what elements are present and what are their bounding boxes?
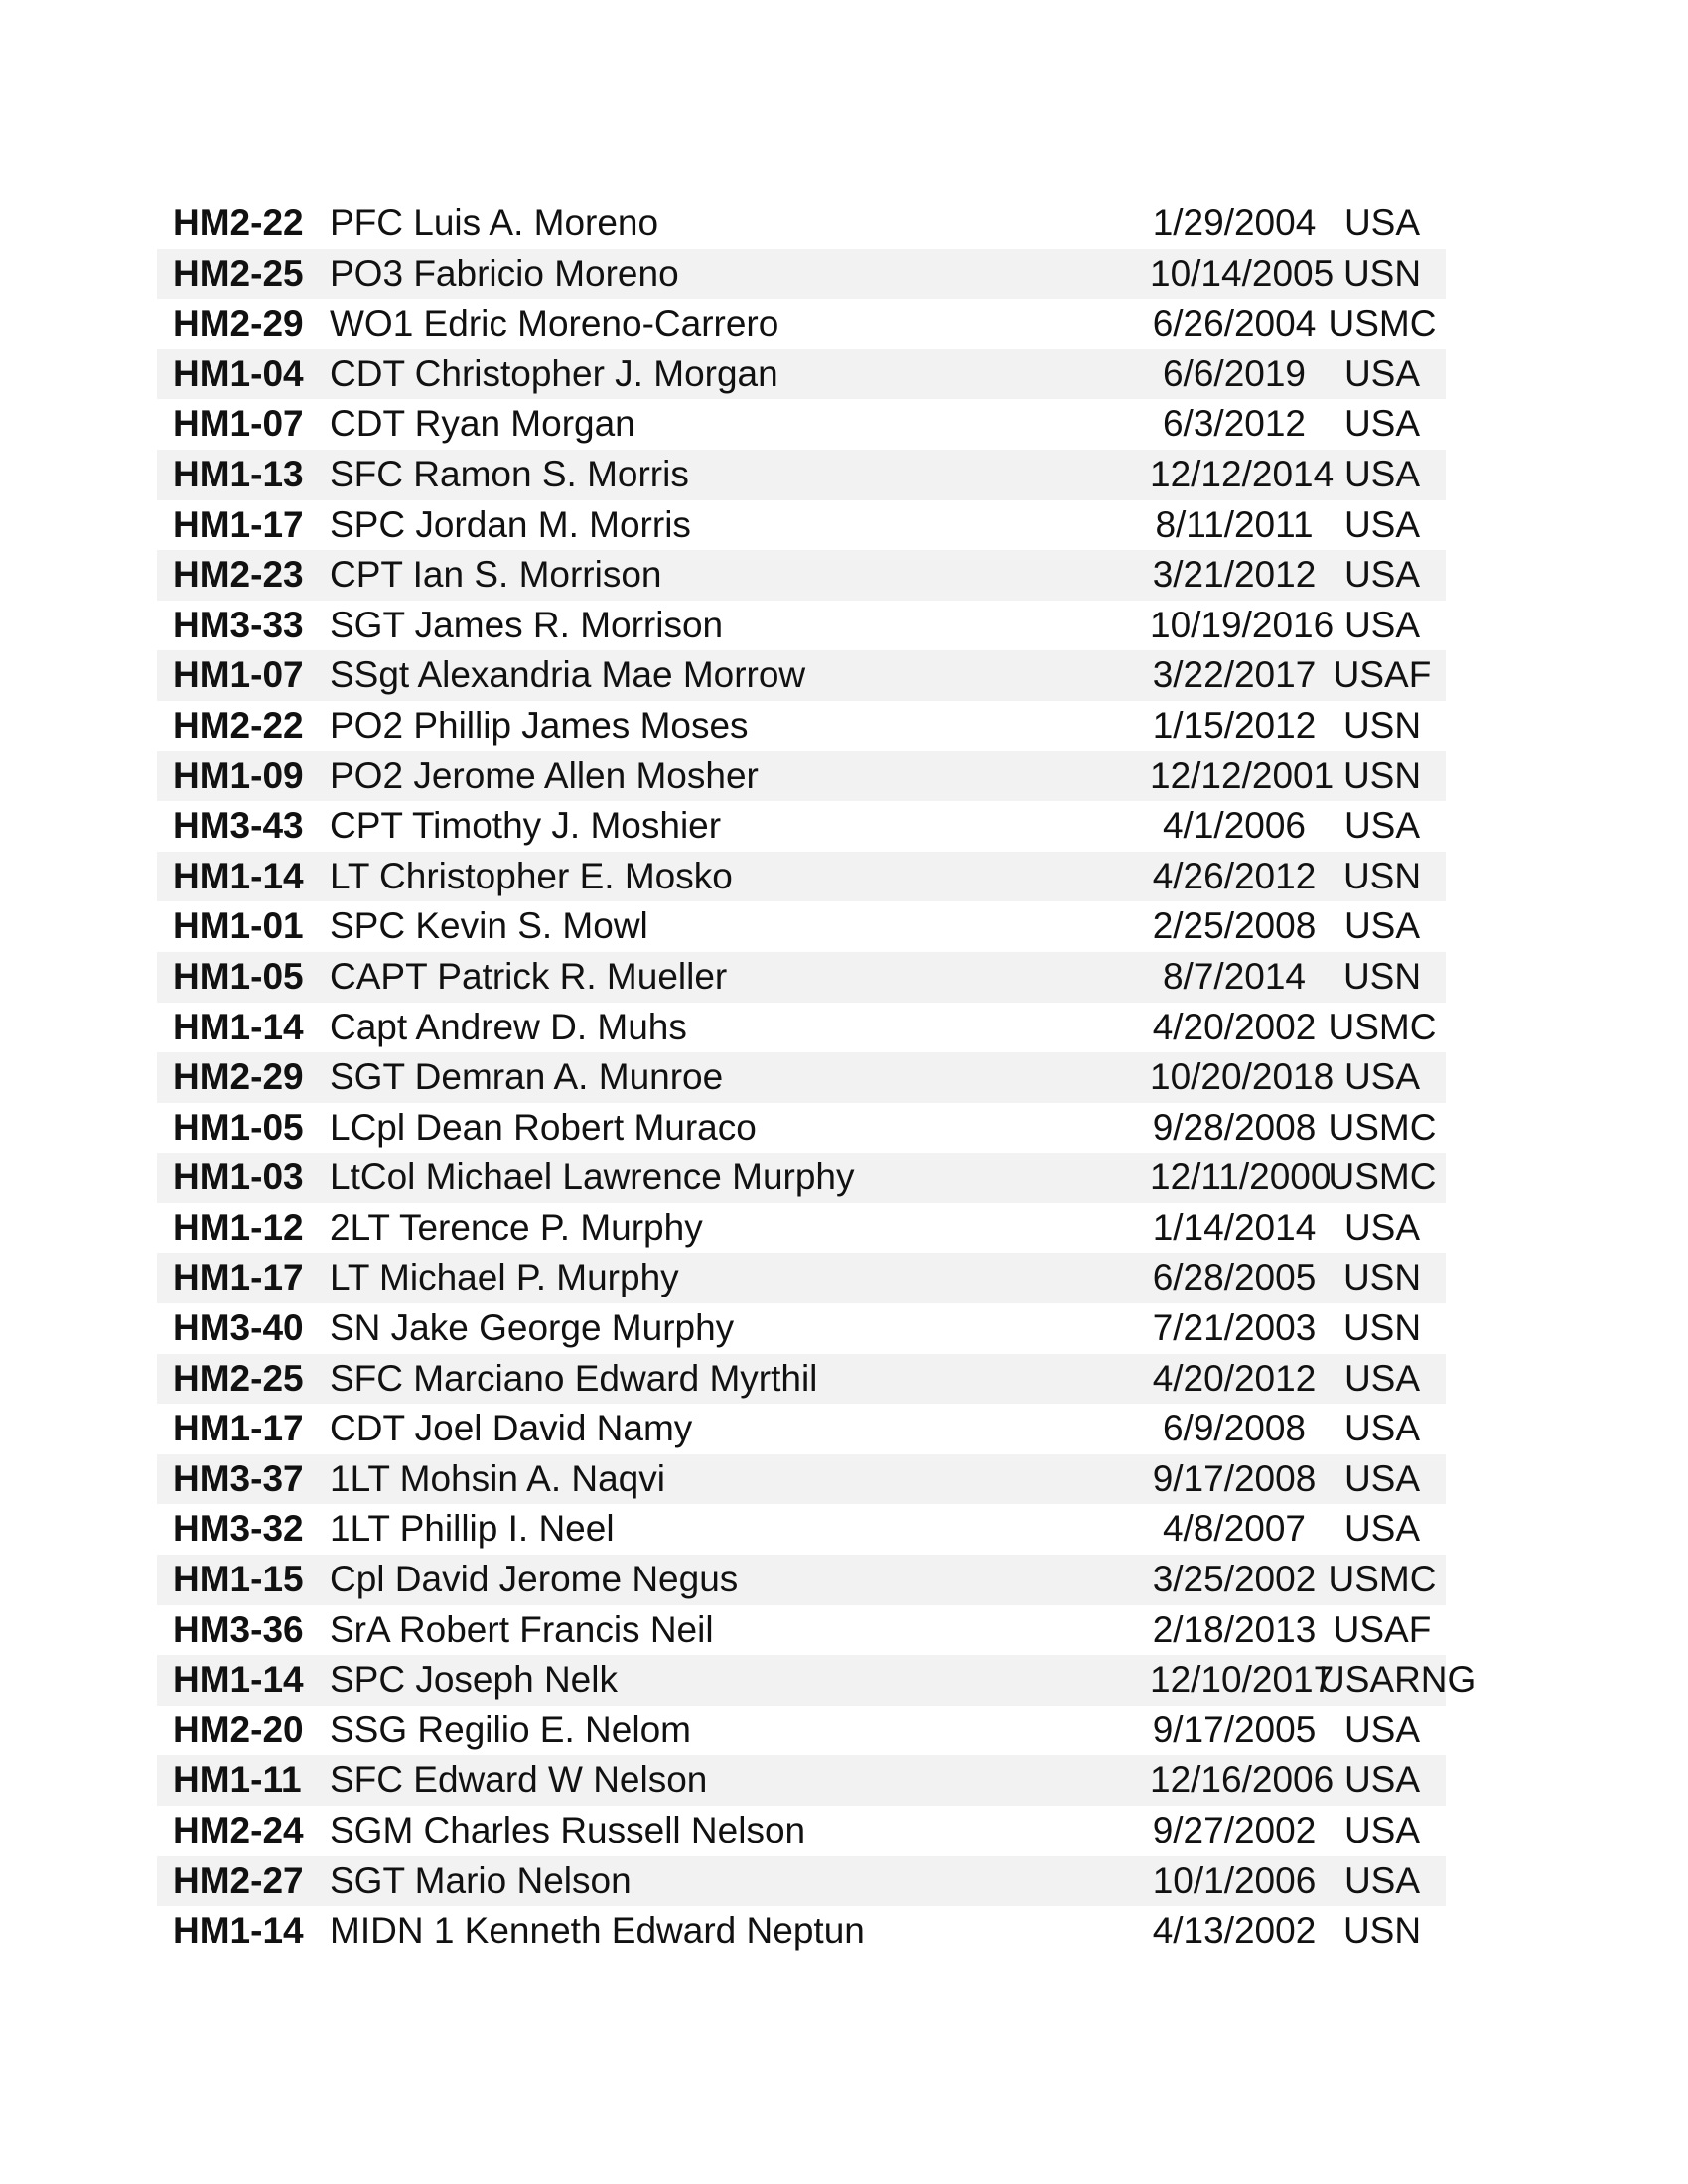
memorial-code: HM1-09 (173, 754, 304, 796)
service-member-name: SPC Kevin S. Mowl (330, 905, 648, 947)
service-branch: USA (1343, 604, 1421, 645)
service-member-name: LtCol Michael Lawrence Murphy (330, 1157, 855, 1198)
service-member-name: LCpl Dean Robert Muraco (330, 1106, 757, 1148)
table-row (157, 1303, 1446, 1354)
memorial-code: HM1-14 (173, 1659, 304, 1701)
date-of-death: 6/28/2005 (1152, 1257, 1317, 1298)
memorial-code: HM1-17 (173, 1257, 304, 1298)
service-member-name: CAPT Patrick R. Mueller (330, 955, 728, 997)
date-of-death: 12/16/2006 (1150, 1759, 1335, 1801)
date-of-death: 8/11/2011 (1155, 503, 1314, 545)
service-member-name: 2LT Terence P. Murphy (330, 1206, 703, 1248)
service-branch: USN (1342, 252, 1422, 294)
date-of-death: 4/13/2002 (1152, 1910, 1317, 1952)
service-member-name: CPT Ian S. Morrison (330, 554, 662, 596)
date-of-death: 10/19/2016 (1150, 604, 1335, 645)
table-row (157, 349, 1446, 400)
memorial-code: HM2-25 (173, 1357, 304, 1399)
service-branch: USA (1343, 352, 1421, 394)
memorial-code: HM1-14 (173, 1910, 304, 1952)
memorial-code: HM2-29 (173, 1056, 304, 1098)
date-of-death: 4/20/2012 (1152, 1357, 1317, 1399)
service-branch: USN (1342, 955, 1422, 997)
table-row (157, 1103, 1446, 1154)
date-of-death: 2/18/2013 (1152, 1608, 1317, 1650)
service-branch: USA (1343, 1056, 1421, 1098)
service-branch: USA (1343, 453, 1421, 494)
service-branch: USA (1343, 1457, 1421, 1499)
service-branch: USA (1343, 1759, 1421, 1801)
service-member-name: Capt Andrew D. Muhs (330, 1006, 687, 1047)
service-member-name: SPC Jordan M. Morris (330, 503, 691, 545)
table-row (157, 1404, 1446, 1454)
roster-table (157, 199, 1477, 1957)
service-branch: USN (1342, 704, 1422, 746)
table-row (157, 550, 1446, 601)
service-member-name: SPC Joseph Nelk (330, 1659, 618, 1701)
date-of-death: 6/26/2004 (1152, 303, 1317, 344)
memorial-code: HM1-13 (173, 453, 304, 494)
date-of-death: 6/9/2008 (1162, 1408, 1307, 1449)
memorial-code: HM3-36 (173, 1608, 304, 1650)
memorial-code: HM1-12 (173, 1206, 304, 1248)
memorial-code: HM3-43 (173, 805, 304, 847)
table-row (157, 1354, 1446, 1405)
date-of-death: 9/27/2002 (1152, 1810, 1317, 1850)
memorial-code: HM1-01 (173, 905, 304, 947)
table-row (157, 1153, 1446, 1203)
service-member-name: SGT James R. Morrison (330, 604, 724, 645)
memorial-code: HM1-17 (173, 1408, 304, 1449)
date-of-death: 4/1/2006 (1162, 805, 1307, 847)
service-branch: USMC (1328, 1559, 1437, 1600)
table-row (157, 500, 1446, 551)
service-branch: USN (1342, 754, 1422, 796)
table-row (157, 701, 1446, 751)
service-branch: USMC (1328, 1106, 1437, 1148)
service-branch: USMC (1328, 1006, 1437, 1047)
service-member-name: PFC Luis A. Moreno (330, 203, 659, 243)
service-branch: USA (1343, 203, 1421, 243)
memorial-code: HM2-25 (173, 252, 304, 294)
service-branch: USA (1343, 503, 1421, 545)
memorial-code: HM1-15 (173, 1559, 304, 1600)
table-row (157, 650, 1446, 701)
date-of-death: 8/7/2014 (1162, 955, 1307, 997)
date-of-death: 3/21/2012 (1152, 554, 1317, 596)
table-row (157, 199, 1446, 249)
memorial-code: HM1-05 (173, 1106, 304, 1148)
service-branch: USN (1342, 1307, 1422, 1349)
date-of-death: 10/14/2005 (1150, 252, 1335, 294)
memorial-code: HM1-07 (173, 654, 304, 696)
service-member-name: CDT Ryan Morgan (330, 403, 635, 445)
service-branch: USA (1343, 1408, 1421, 1449)
service-member-name: CDT Joel David Namy (330, 1408, 693, 1449)
service-branch: USN (1342, 1257, 1422, 1298)
table-row (157, 1755, 1446, 1806)
service-branch: USA (1343, 1508, 1421, 1550)
table-row (157, 901, 1446, 952)
service-member-name: SFC Ramon S. Morris (330, 453, 689, 494)
date-of-death: 9/28/2008 (1152, 1106, 1317, 1148)
memorial-code: HM1-14 (173, 855, 304, 896)
service-member-name: SFC Edward W Nelson (330, 1759, 708, 1801)
memorial-code: HM2-27 (173, 1859, 304, 1901)
memorial-code: HM2-22 (173, 203, 304, 243)
table-row (157, 450, 1446, 500)
service-member-name: SN Jake George Murphy (330, 1307, 735, 1349)
table-row (157, 801, 1446, 852)
service-member-name: 1LT Phillip I. Neel (330, 1508, 615, 1550)
table-row (157, 1906, 1446, 1957)
memorial-code: HM1-04 (173, 352, 304, 394)
date-of-death: 1/14/2014 (1152, 1206, 1317, 1248)
memorial-code: HM2-23 (173, 554, 304, 596)
date-of-death: 12/12/2001 (1150, 754, 1335, 796)
date-of-death: 4/26/2012 (1152, 855, 1317, 896)
table-row (157, 1052, 1446, 1103)
service-member-name: Cpl David Jerome Negus (330, 1559, 739, 1600)
service-member-name: SGT Demran A. Munroe (330, 1056, 724, 1098)
date-of-death: 3/22/2017 (1152, 654, 1317, 696)
service-branch: USMC (1328, 303, 1437, 344)
service-member-name: CDT Christopher J. Morgan (330, 352, 778, 394)
service-member-name: PO3 Fabricio Moreno (330, 252, 679, 294)
date-of-death: 1/29/2004 (1152, 203, 1317, 243)
table-row (157, 299, 1446, 349)
table-row (157, 1504, 1446, 1555)
date-of-death: 9/17/2005 (1152, 1708, 1317, 1750)
memorial-code: HM3-40 (173, 1307, 304, 1349)
memorial-code: HM3-32 (173, 1508, 304, 1550)
date-of-death: 6/6/2019 (1162, 352, 1307, 394)
table-row (157, 601, 1446, 651)
service-branch: USARNG (1319, 1659, 1477, 1701)
service-branch: USA (1343, 1708, 1421, 1750)
service-member-name: SSG Regilio E. Nelom (330, 1708, 691, 1750)
date-of-death: 4/20/2002 (1152, 1006, 1317, 1047)
service-branch: USAF (1333, 654, 1432, 696)
table-row (157, 1454, 1446, 1505)
service-branch: USA (1343, 554, 1421, 596)
table-row (157, 751, 1446, 802)
table-row (157, 399, 1446, 450)
table-row (157, 1203, 1446, 1254)
service-member-name: PO2 Jerome Allen Mosher (330, 754, 759, 796)
service-member-name: PO2 Phillip James Moses (330, 704, 749, 746)
table-row (157, 1003, 1446, 1053)
service-branch: USA (1343, 403, 1421, 445)
memorial-code: HM1-14 (173, 1006, 304, 1047)
date-of-death: 2/25/2008 (1152, 905, 1317, 947)
memorial-code: HM2-24 (173, 1810, 304, 1850)
service-member-name: LT Michael P. Murphy (330, 1257, 679, 1298)
service-branch: USA (1343, 1206, 1421, 1248)
service-branch: USAF (1333, 1608, 1432, 1650)
date-of-death: 1/15/2012 (1152, 704, 1317, 746)
service-branch: USA (1343, 1357, 1421, 1399)
service-member-name: SGM Charles Russell Nelson (330, 1810, 806, 1850)
table-row (157, 1253, 1446, 1303)
date-of-death: 10/20/2018 (1150, 1056, 1335, 1098)
date-of-death: 4/8/2007 (1162, 1508, 1307, 1550)
table-row (157, 249, 1446, 300)
service-branch: USN (1342, 855, 1422, 896)
memorial-code: HM1-17 (173, 503, 304, 545)
date-of-death: 12/10/2017 (1150, 1659, 1335, 1701)
memorial-code: HM2-29 (173, 303, 304, 344)
memorial-code: HM3-37 (173, 1457, 304, 1499)
memorial-code: HM3-33 (173, 604, 304, 645)
date-of-death: 7/21/2003 (1152, 1307, 1317, 1349)
memorial-code: HM2-20 (173, 1708, 304, 1750)
table-row (157, 1706, 1446, 1756)
date-of-death: 9/17/2008 (1152, 1457, 1317, 1499)
date-of-death: 3/25/2002 (1152, 1559, 1317, 1600)
service-member-name: SGT Mario Nelson (330, 1859, 632, 1901)
service-member-name: WO1 Edric Moreno-Carrero (330, 303, 779, 344)
table-row (157, 852, 1446, 902)
memorial-code: HM2-22 (173, 704, 304, 746)
date-of-death: 10/1/2006 (1152, 1859, 1317, 1901)
table-row (157, 1555, 1446, 1605)
memorial-code: HM1-07 (173, 403, 304, 445)
table-row (157, 1806, 1446, 1856)
service-member-name: MIDN 1 Kenneth Edward Neptun (330, 1910, 865, 1952)
service-member-name: SrA Robert Francis Neil (330, 1608, 714, 1650)
table-row (157, 1655, 1477, 1706)
service-member-name: CPT Timothy J. Moshier (330, 805, 722, 847)
table-row (157, 1605, 1446, 1656)
table-row (157, 1856, 1446, 1907)
memorial-code: HM1-11 (173, 1759, 302, 1801)
date-of-death: 12/11/2000 (1150, 1157, 1332, 1198)
service-member-name: SSgt Alexandria Mae Morrow (330, 654, 806, 696)
service-branch: USA (1343, 905, 1421, 947)
service-member-name: 1LT Mohsin A. Naqvi (330, 1457, 665, 1499)
date-of-death: 6/3/2012 (1162, 403, 1307, 445)
date-of-death: 12/12/2014 (1150, 453, 1335, 494)
service-branch: USMC (1328, 1157, 1437, 1198)
service-branch: USN (1342, 1910, 1422, 1952)
memorial-code: HM1-03 (173, 1157, 304, 1198)
memorial-code: HM1-05 (173, 955, 304, 997)
service-member-name: LT Christopher E. Mosko (330, 855, 733, 896)
service-member-name: SFC Marciano Edward Myrthil (330, 1357, 818, 1399)
service-branch: USA (1343, 805, 1421, 847)
table-row (157, 952, 1446, 1003)
service-branch: USA (1343, 1859, 1421, 1901)
service-branch: USA (1343, 1810, 1421, 1850)
